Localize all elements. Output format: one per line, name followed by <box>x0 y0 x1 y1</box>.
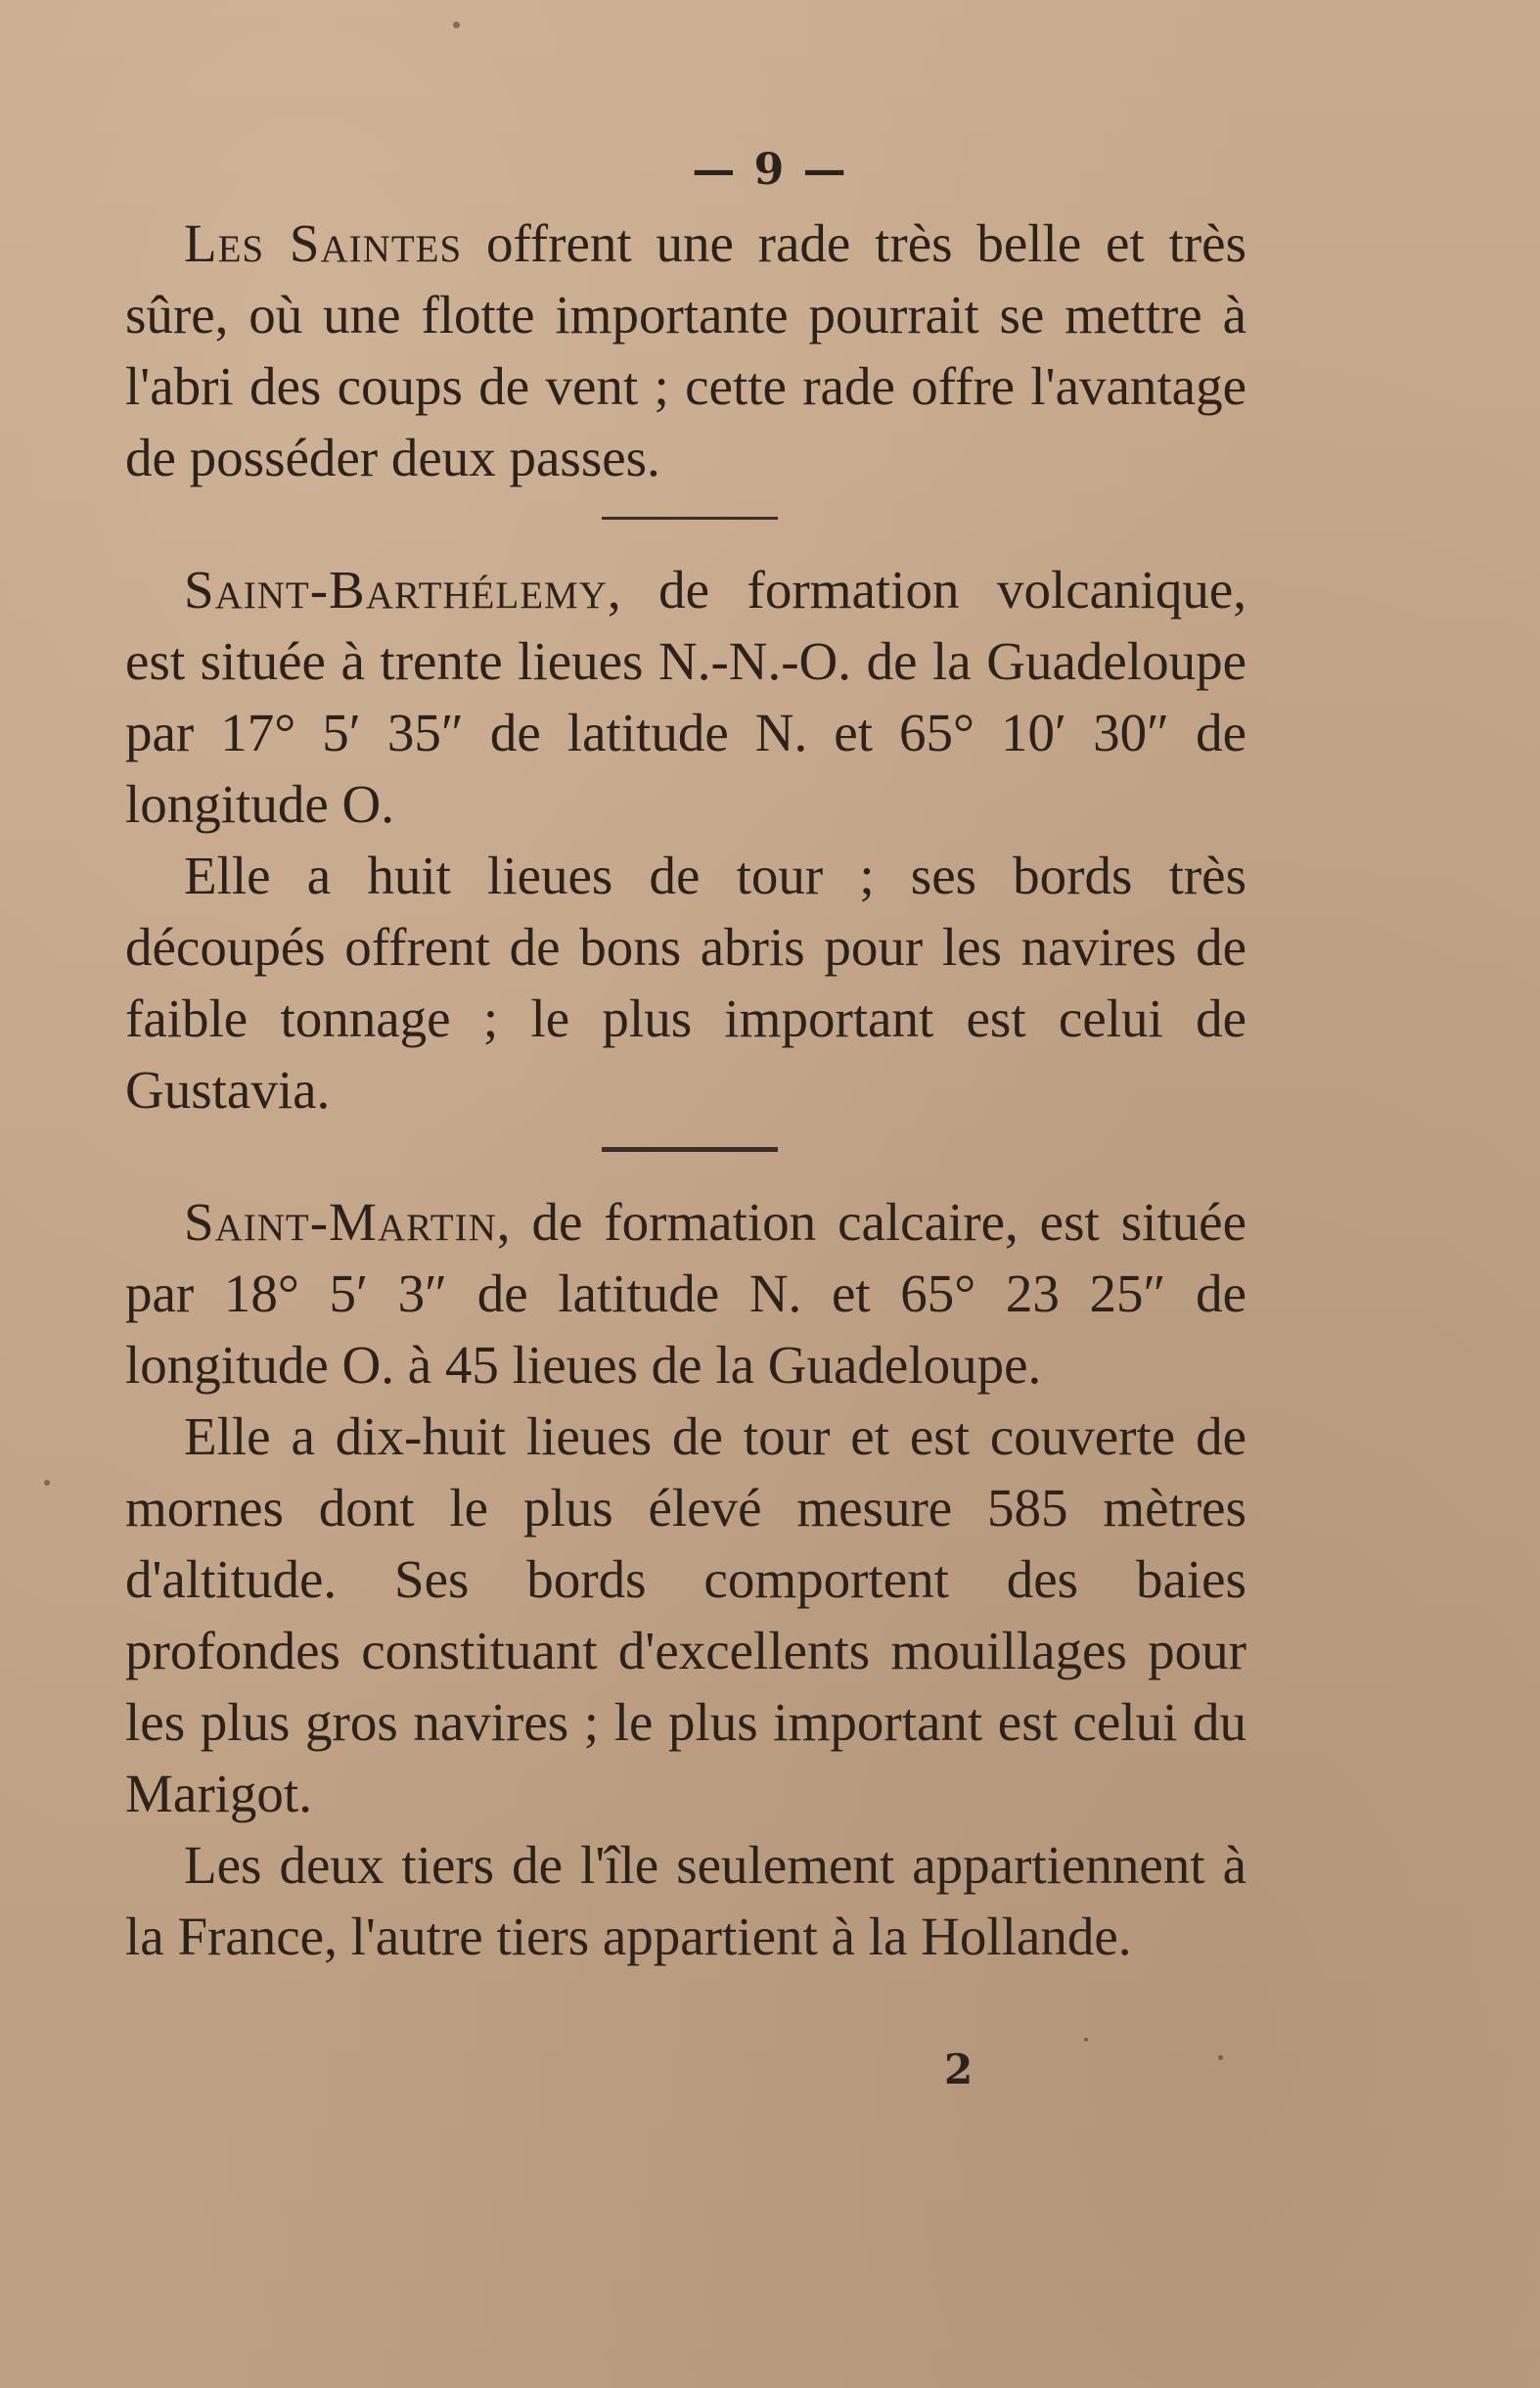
place-name: Saint-Barthélemy <box>184 560 608 620</box>
paragraph-text: Elle a huit lieues de tour ; ses bords très découpés offrent de bons abris pour les navires de faible tonnage ; le plus important est celui de Gustavia. <box>125 846 1246 1120</box>
paragraph-text: Elle a dix-huit lieues de tour et est couverte de mornes dont le plus élevé mesure 585 mètres d'altitude. Ses bords comportent des baies profondes constituant d'excellents mouillages pour les plus gros navires ; le plus important est celui du Marigot. <box>125 1406 1246 1823</box>
paragraph <box>125 554 1246 840</box>
paragraph-text: Les deux tiers de l'île seulement appartiennent à la France, l'autre tiers appartient à la Hollande. <box>125 1835 1246 1966</box>
section-divider <box>602 517 778 520</box>
section-les-saintes <box>125 207 1246 493</box>
signature-mark: 2 <box>944 2045 974 2093</box>
paper-speck <box>1218 2055 1223 2060</box>
paragraph <box>125 1401 1246 1829</box>
paragraph-text: , de formation volcanique, est située à trente lieues N.-N.-O. de la Guadeloupe par 17° 5′ 35″ de latitude N. et 65° 10′ 30″ de longitude O. <box>125 560 1246 834</box>
paper-speck <box>1084 2038 1088 2042</box>
page-number: — 9 — <box>692 145 848 195</box>
section-saint-barthelemy <box>125 554 1246 1125</box>
paper-speck <box>453 22 460 28</box>
paragraph-text: offrent une rade très belle et très sûre, où une flotte importante pourrait se mettre à l'abri des coups de vent ; cette rade offre l'avantage de posséder deux passes. <box>125 213 1246 487</box>
paragraph <box>125 207 1246 493</box>
section-divider <box>602 1147 778 1152</box>
paragraph <box>125 1186 1246 1401</box>
paragraph-text: , de formation calcaire, est située par 18° 5′ 3″ de latitude N. et 65° 23 25″ de longitude O. à 45 lieues de la Guadeloupe. <box>125 1192 1246 1395</box>
section-saint-martin <box>125 1186 1246 1972</box>
paragraph <box>125 840 1246 1125</box>
place-name: Saint-Martin <box>184 1192 497 1252</box>
paragraph <box>125 1829 1246 1972</box>
place-name: Les Saintes <box>184 213 463 273</box>
paper-speck <box>44 1480 50 1486</box>
